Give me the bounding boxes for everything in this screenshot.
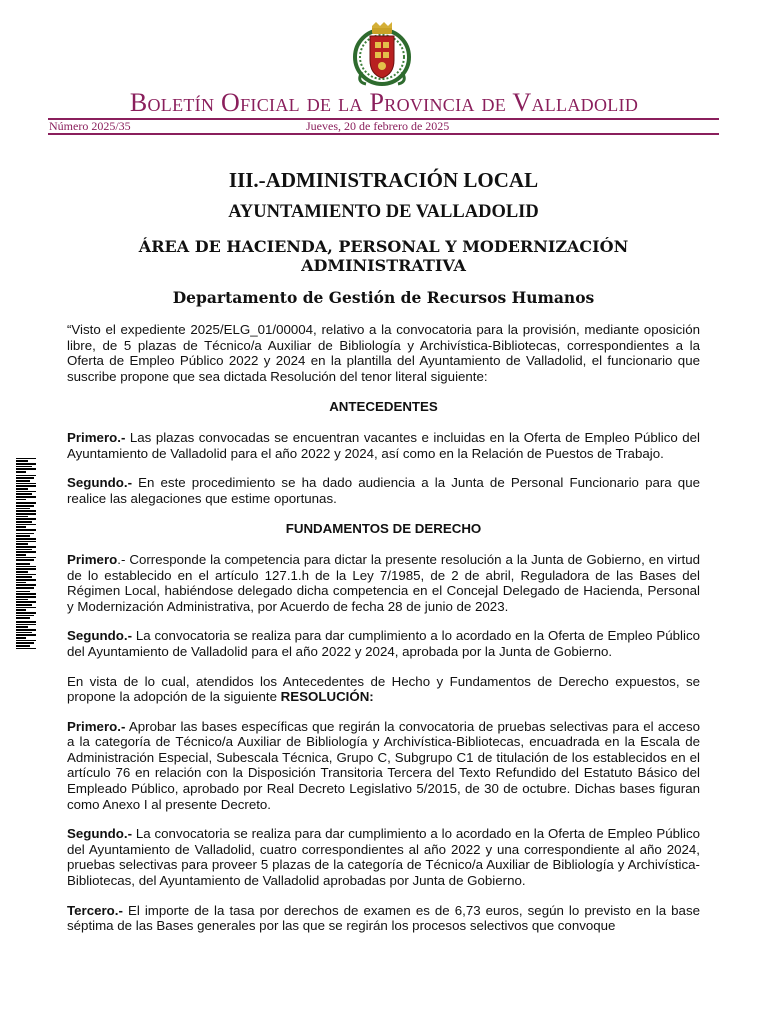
paragraph-label: Primero.- — [67, 429, 126, 445]
barcode-stripe — [16, 559, 34, 561]
barcode-stripe — [16, 571, 28, 573]
paragraph-text: En vista de lo cual, atendidos los Antecedentes de Hecho y Fundamentos de Derecho expuestos, se propone la adopción de la siguiente — [67, 673, 700, 705]
paragraph-text: Las plazas convocadas se encuentran vacantes e incluidas en la Oferta de Empleo Público del Ayuntamiento de Valladolid para el año 2022 y 2024, así como en la Relación de Puestos de Trabajo. — [67, 429, 700, 461]
barcode-stripe — [16, 634, 36, 636]
bulletin-title: Boletín Oficial de la Provincia de Valladolid — [129, 88, 639, 117]
barcode-stripe — [16, 549, 32, 550]
barcode-stripe — [16, 621, 36, 623]
paragraph-text: La convocatoria se realiza para dar cumplimiento a lo acordado en la Oferta de Empleo Público del Ayuntamiento de Valladolid, cuatro correspondientes al año 2022 y una correspondiente al año 2024, pruebas selectivas para proveer 5 plazas de la categoría de Técnico/a Auxiliar de Bibliología y Archivística-Bibliotecas, del Ayuntamiento de Valladolid aprobadas por Junta de Gobierno. — [67, 826, 700, 889]
barcode-stripe — [16, 582, 26, 583]
resolucion-tercero — [67, 903, 700, 934]
barcode-stripe — [16, 463, 36, 465]
paragraph-label: Tercero.- — [67, 902, 123, 918]
barcode-stripe — [16, 626, 28, 628]
barcode-stripe — [16, 551, 36, 553]
paragraph-label: Segundo.- — [67, 475, 132, 491]
barcode-stripe — [16, 554, 26, 556]
antecedente-segundo — [67, 475, 700, 506]
issue-date: Jueves, 20 de febrero de 2025 — [306, 119, 450, 133]
barcode-stripe — [16, 579, 36, 581]
barcode-stripe — [16, 642, 34, 644]
barcode-stripe — [16, 491, 36, 492]
paragraph-text: Aprobar las bases específicas que regirán la convocatoria de pruebas selectivas para el acceso a la categoría de Técnico/a Auxiliar de Bibliología y Archivística-Bibliotecas, encuadrada en la Escala de Administración Especial, Subescala Técnica, Grupo C, Subgrupo C1 de titulación de los establecidos en el artículo 76 en relación con la Disposición Transitoria Tercera del Texto Refundido del Estatuto Básico del Empleado Público, aprobado por Real Decreto Legislativo 5/2015, de 30 de octubre. Dichas bases figuran como Anexo I al presente Decreto. — [67, 718, 700, 812]
barcode-stripe — [16, 615, 34, 616]
antecedentes-heading: ANTECEDENTES — [329, 399, 438, 415]
barcode-stripe — [16, 466, 32, 467]
barcode-stripe — [16, 566, 36, 567]
resolucion-segundo — [67, 826, 700, 888]
paragraph-text: El importe de la tasa por derechos de examen es de 6,73 euros, según lo previsto en la base séptima de las Bases generales por las que se regirán los procesos selectivos que convoque — [67, 902, 700, 934]
paragraph-label: Segundo.- — [67, 826, 132, 842]
barcode-stripe — [16, 529, 36, 531]
barcode-stripe — [16, 601, 36, 603]
barcode-stripe — [16, 518, 36, 520]
barcode-stripe — [16, 576, 32, 578]
barcode-stripe — [16, 632, 32, 633]
coat-of-arms-icon — [352, 22, 412, 88]
header-rule-bottom — [48, 133, 719, 135]
paragraph-label: Primero.- — [67, 718, 126, 734]
department-title: Departamento de Gestión de Recursos Humanos — [172, 288, 595, 307]
section-title: III.-ADMINISTRACIÓN LOCAL — [228, 168, 539, 192]
antecedente-primero — [67, 430, 700, 461]
barcode-stripe — [16, 584, 36, 586]
barcode-stripe — [16, 499, 26, 500]
barcode-stripe — [16, 471, 26, 473]
paragraph-label: Segundo.- — [67, 628, 132, 644]
barcode-stripe — [16, 458, 36, 459]
barcode-stripe — [16, 648, 36, 649]
barcode-stripe — [16, 637, 26, 639]
barcode-stripe — [16, 645, 30, 647]
barcode-stripe — [16, 546, 36, 548]
barcode-stripe — [16, 526, 26, 528]
barcode-stripe — [16, 483, 36, 484]
barcode-stripe — [16, 524, 36, 525]
intro-paragraph: “Visto el expediente 2025/ELG_01/00004, relativo a la convocatoria para la provisión, mediante oposición libre, de 5 plazas de Técnico/a Auxiliar de Bibliología y Archivística-Bibliotecas, correspondientes a la Oferta de Empleo Público 2022 y 2024 en la plantilla del Ayuntamiento de Valladolid, el funcionario que suscribe propone que sea dictada Resolución del tenor literal siguiente: — [67, 322, 700, 384]
barcode-stripe — [16, 587, 34, 589]
barcode-stripe — [16, 607, 36, 608]
barcode-stripe — [16, 477, 34, 479]
barcode-stripe — [16, 541, 36, 542]
barcode-stripe — [16, 640, 36, 641]
barcode-stripe — [16, 496, 36, 498]
barcode-stripe — [16, 604, 32, 606]
barcode-stripe — [16, 502, 36, 504]
barcode-stripe — [16, 493, 32, 495]
barcode-stripe — [16, 505, 34, 507]
barcode-stripe — [16, 596, 36, 598]
issue-number: Número 2025/35 — [49, 119, 131, 133]
barcode-stripe — [16, 609, 26, 611]
barcode-stripe — [16, 480, 30, 482]
fundamentos-heading: FUNDAMENTOS DE DERECHO — [285, 521, 482, 537]
fundamento-segundo — [67, 628, 700, 659]
barcode-stripe — [16, 485, 36, 487]
document-body — [67, 165, 700, 934]
barcode-stripe — [16, 593, 36, 595]
barcode-stripe — [16, 568, 36, 570]
paragraph-label: Primero — [67, 551, 118, 567]
barcode-stripe — [16, 488, 28, 490]
barcode-stripe — [16, 513, 36, 515]
barcode-stripe — [16, 538, 36, 540]
fundamento-primero — [67, 552, 700, 614]
barcode-stripe — [16, 629, 36, 631]
barcode-stripe — [16, 563, 30, 565]
barcode-icon — [16, 458, 36, 676]
barcode-stripe — [16, 591, 30, 592]
organization-title: AYUNTAMIENTO DE VALLADOLID — [228, 202, 539, 222]
barcode-stripe — [16, 624, 36, 625]
paragraph-text: La convocatoria se realiza para dar cumplimiento a lo acordado en la Oferta de Empleo Público del Ayuntamiento de Valladolid para el año 2022 y 2024, aprobada por la Junta de Gobierno. — [67, 628, 700, 659]
conclusion-paragraph — [67, 674, 700, 705]
paragraph-text: .- Corresponde la competencia para dictar la presente resolución a la Junta de Gobierno, en virtud de lo establecido en el artículo 127.1.h de la Ley 7/1985, de 2 de abril, Reguladora de las Bases del Régimen Local, habiéndose delegado dicha competencia en el Concejal Delegado de Hacienda, Personal y Modernización Administrativa, por Acuerdo de fecha 28 de junio de 2023. — [67, 551, 700, 614]
barcode-stripe — [16, 521, 32, 523]
paragraph-text: En este procedimiento se ha dado audiencia a la Junta de Personal Funcionario para que realice las alegaciones que estime oportunas. — [67, 475, 700, 506]
barcode-stripe — [16, 508, 30, 509]
barcode-stripe — [16, 510, 36, 512]
barcode-stripe — [16, 460, 28, 462]
barcode-stripe — [16, 617, 30, 619]
barcode-stripe — [16, 612, 36, 614]
barcode-stripe — [16, 468, 36, 470]
barcode-stripe — [16, 533, 34, 534]
barcode-stripe — [16, 543, 28, 545]
resolucion-emphasis: RESOLUCIÓN: — [280, 689, 374, 705]
barcode-stripe — [16, 599, 28, 600]
area-title: ÁREA DE HACIENDA, PERSONAL Y MODERNIZACIÓN ADMINISTRATIVA — [138, 237, 629, 275]
barcode-stripe — [16, 574, 36, 575]
barcode-stripe — [16, 475, 36, 476]
resolucion-primero — [67, 719, 700, 813]
barcode-stripe — [16, 557, 36, 558]
barcode-stripe — [16, 535, 30, 537]
barcode-stripe — [16, 516, 28, 517]
